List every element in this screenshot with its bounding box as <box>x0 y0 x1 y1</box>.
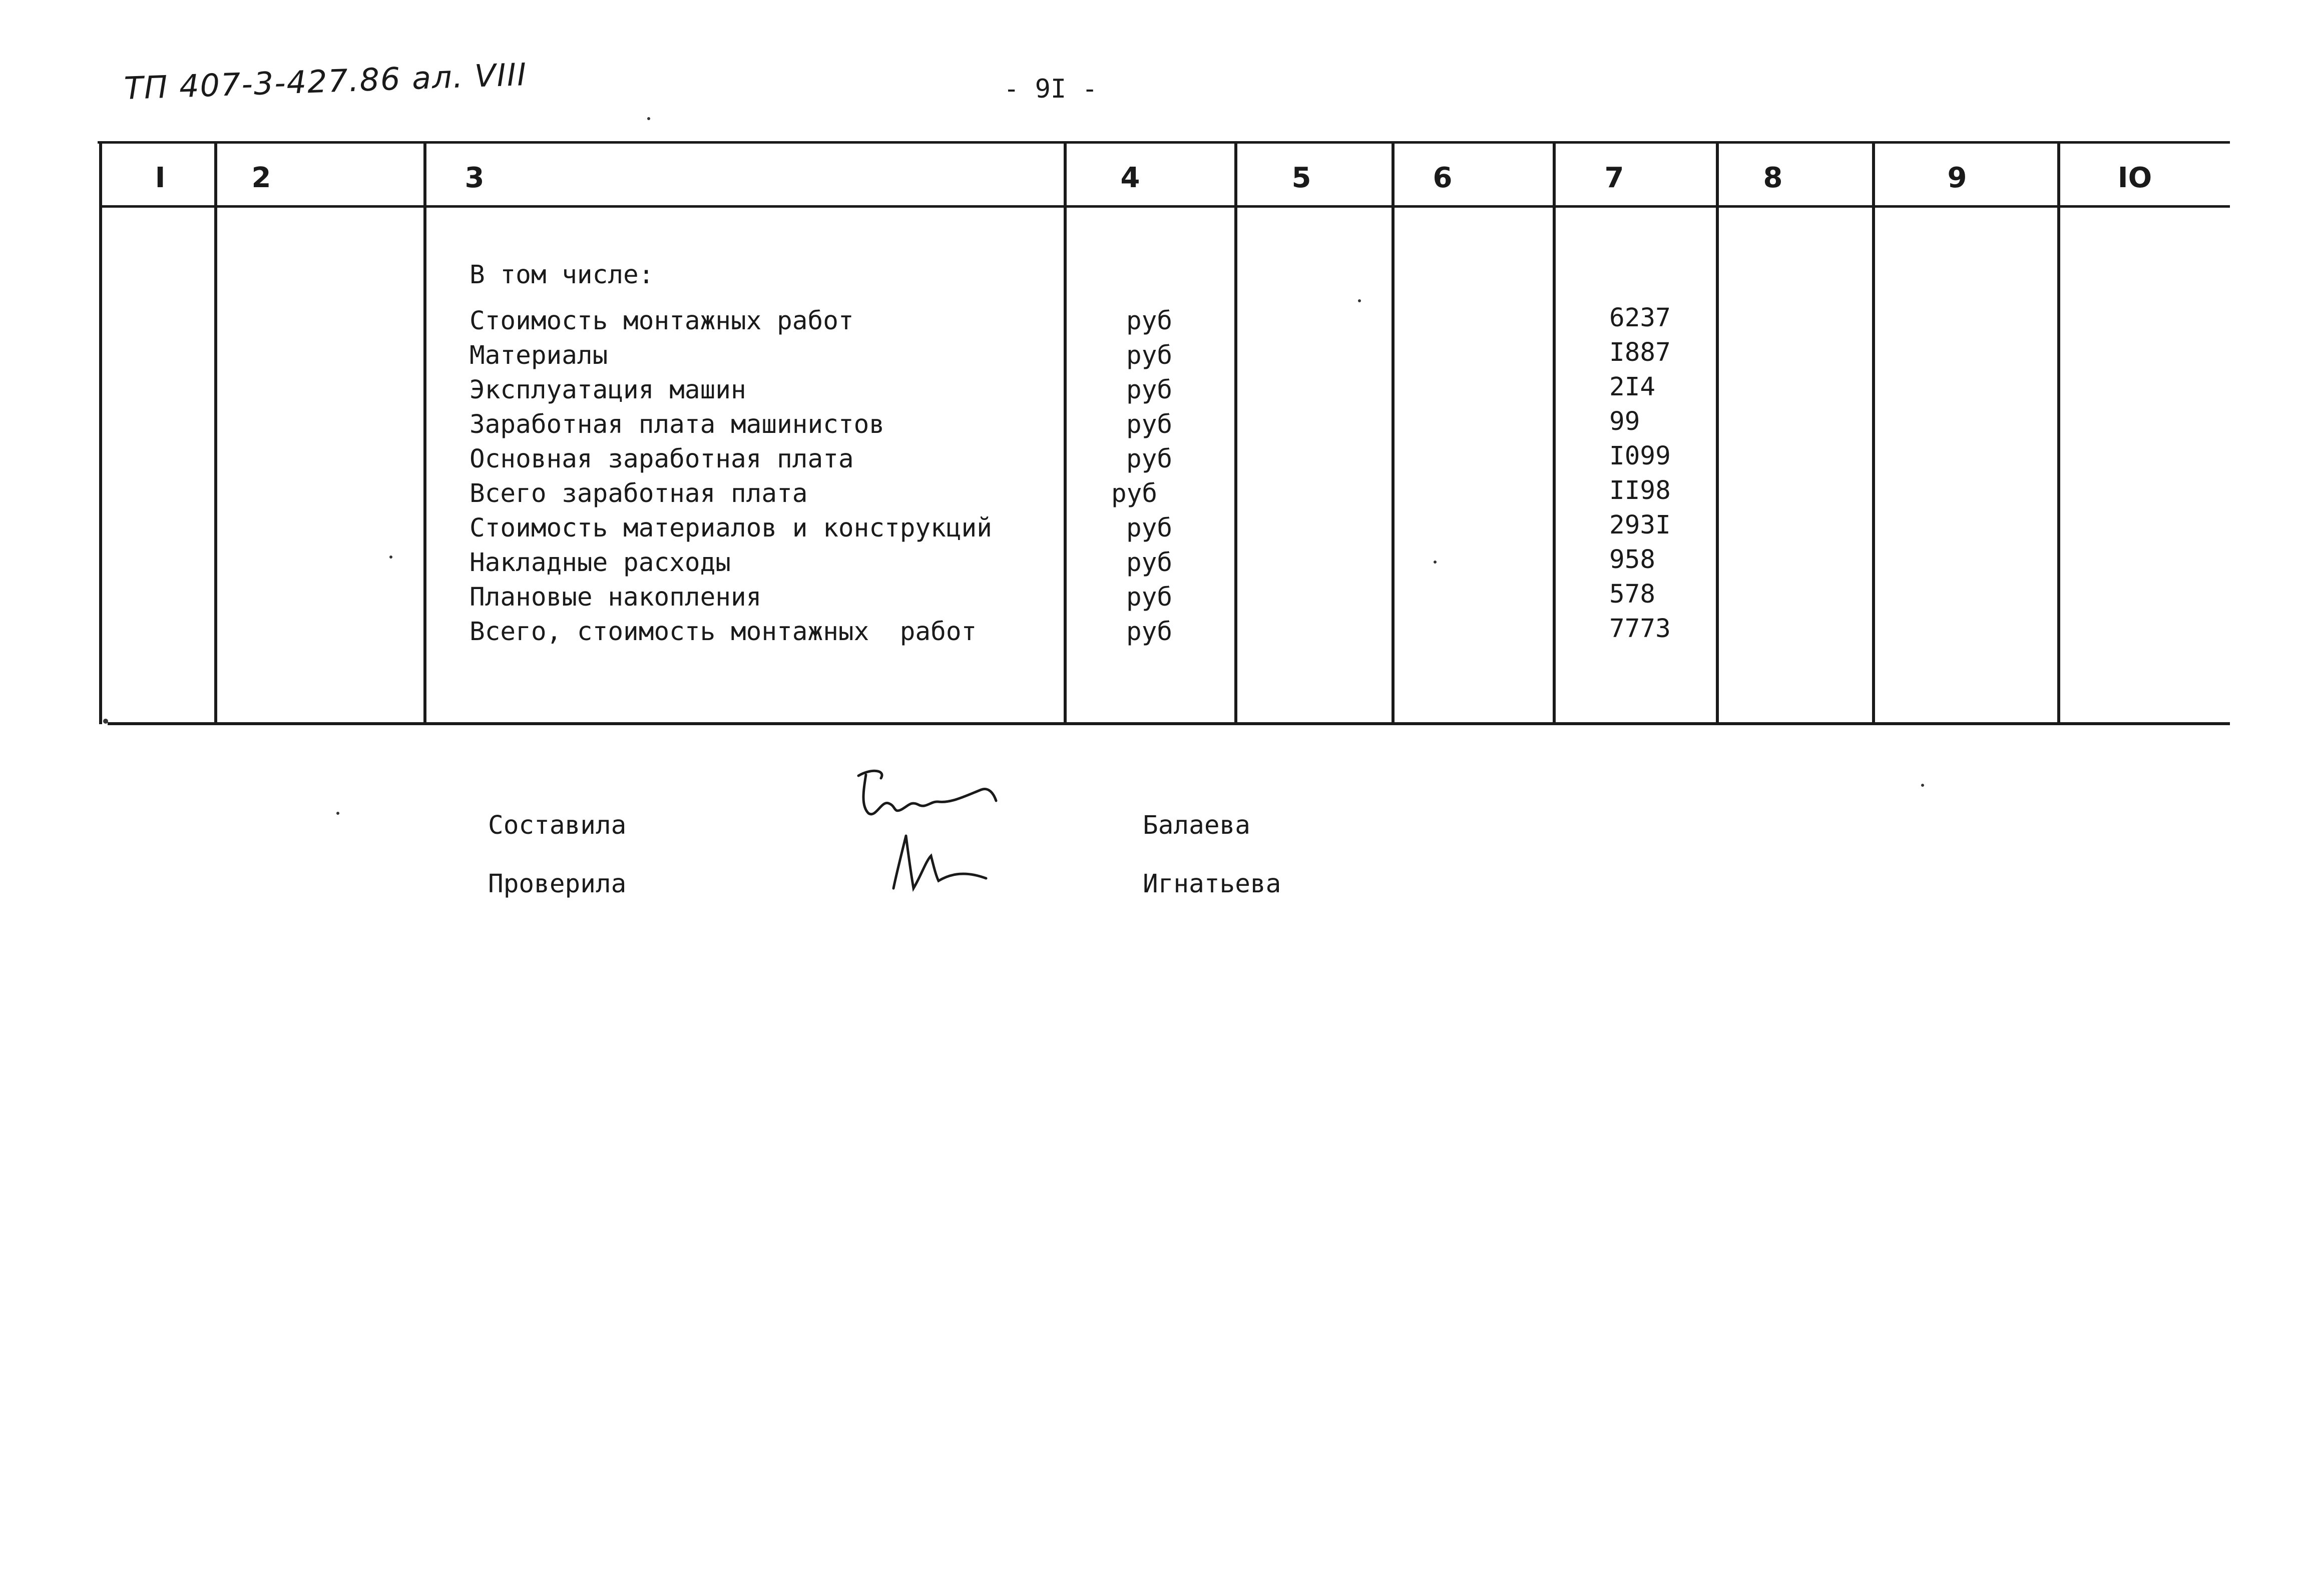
column-separator <box>1716 141 1719 724</box>
column-separator <box>1392 141 1395 724</box>
checked-by-name: Игнатьева <box>1143 869 1281 899</box>
column-separator <box>1234 141 1237 724</box>
column-separator <box>1553 141 1556 724</box>
row-unit: руб <box>1126 513 1173 543</box>
row-unit: руб <box>1126 410 1173 439</box>
row-label: Накладные расходы <box>470 548 731 578</box>
row-unit: руб <box>1126 375 1173 405</box>
scan-speck <box>389 556 392 559</box>
column-separator <box>2057 141 2060 724</box>
table-header-rule <box>100 205 2230 208</box>
column-number: 8 <box>1763 162 1783 194</box>
scan-speck <box>1358 299 1361 302</box>
column-separator <box>214 141 217 724</box>
row-value: 578 <box>1609 580 1656 609</box>
row-value: 99 <box>1609 407 1640 436</box>
row-unit: руб <box>1126 548 1173 578</box>
column-number: IO <box>2117 162 2152 194</box>
row-label: Плановые накопления <box>470 583 762 612</box>
column-separator <box>99 141 102 724</box>
compiled-by-name: Балаева <box>1143 811 1250 840</box>
row-label: Всего заработная плата <box>470 479 808 508</box>
row-value: 2I4 <box>1609 372 1656 402</box>
row-unit: руб <box>1126 306 1173 336</box>
row-unit: руб <box>1111 479 1158 508</box>
handwritten-initials <box>886 826 1006 896</box>
column-number: 3 <box>465 162 485 194</box>
row-label: Материалы <box>470 341 608 370</box>
scan-speck <box>1434 561 1437 564</box>
row-label: Стоимость монтажных работ <box>470 306 854 336</box>
checked-by-label: Проверила <box>488 869 627 899</box>
column-number: 2 <box>251 162 271 194</box>
row-value: 958 <box>1609 545 1656 575</box>
section-heading: В том числе: <box>470 260 654 290</box>
column-number: 5 <box>1291 162 1311 194</box>
scan-speck <box>1921 784 1924 787</box>
row-unit: руб <box>1126 583 1173 612</box>
column-separator <box>423 141 426 724</box>
column-number: I <box>155 162 166 194</box>
row-label: Заработная плата машинистов <box>470 410 885 439</box>
row-unit: руб <box>1126 617 1173 647</box>
handwritten-signature <box>851 766 1011 826</box>
row-value: 6237 <box>1609 303 1671 333</box>
column-number: 4 <box>1120 162 1140 194</box>
table-top-rule <box>98 141 2230 144</box>
column-number: 9 <box>1947 162 1967 194</box>
row-label: Всего, стоимость монтажных работ <box>470 617 977 647</box>
row-label: Основная заработная плата <box>470 444 854 474</box>
row-value: I099 <box>1609 441 1671 471</box>
row-value: 7773 <box>1609 614 1671 644</box>
row-value: II98 <box>1609 476 1671 505</box>
document-code: ТП 407-3-427.86 ал. VIII <box>123 56 528 107</box>
scan-speck <box>103 719 108 724</box>
row-unit: руб <box>1126 341 1173 370</box>
page-number: - 9I - <box>1004 74 1098 104</box>
row-unit: руб <box>1126 444 1173 474</box>
row-value: I887 <box>1609 338 1671 367</box>
scan-speck <box>647 117 650 120</box>
row-value: 293I <box>1609 510 1671 540</box>
column-number: 6 <box>1433 162 1453 194</box>
row-label: Эксплуатация машин <box>470 375 746 405</box>
column-separator <box>1872 141 1875 724</box>
column-separator <box>1064 141 1067 724</box>
column-number: 7 <box>1604 162 1624 194</box>
scan-speck <box>336 812 339 815</box>
row-label: Стоимость материалов и конструкций <box>470 513 992 543</box>
compiled-by-label: Составила <box>488 811 627 840</box>
